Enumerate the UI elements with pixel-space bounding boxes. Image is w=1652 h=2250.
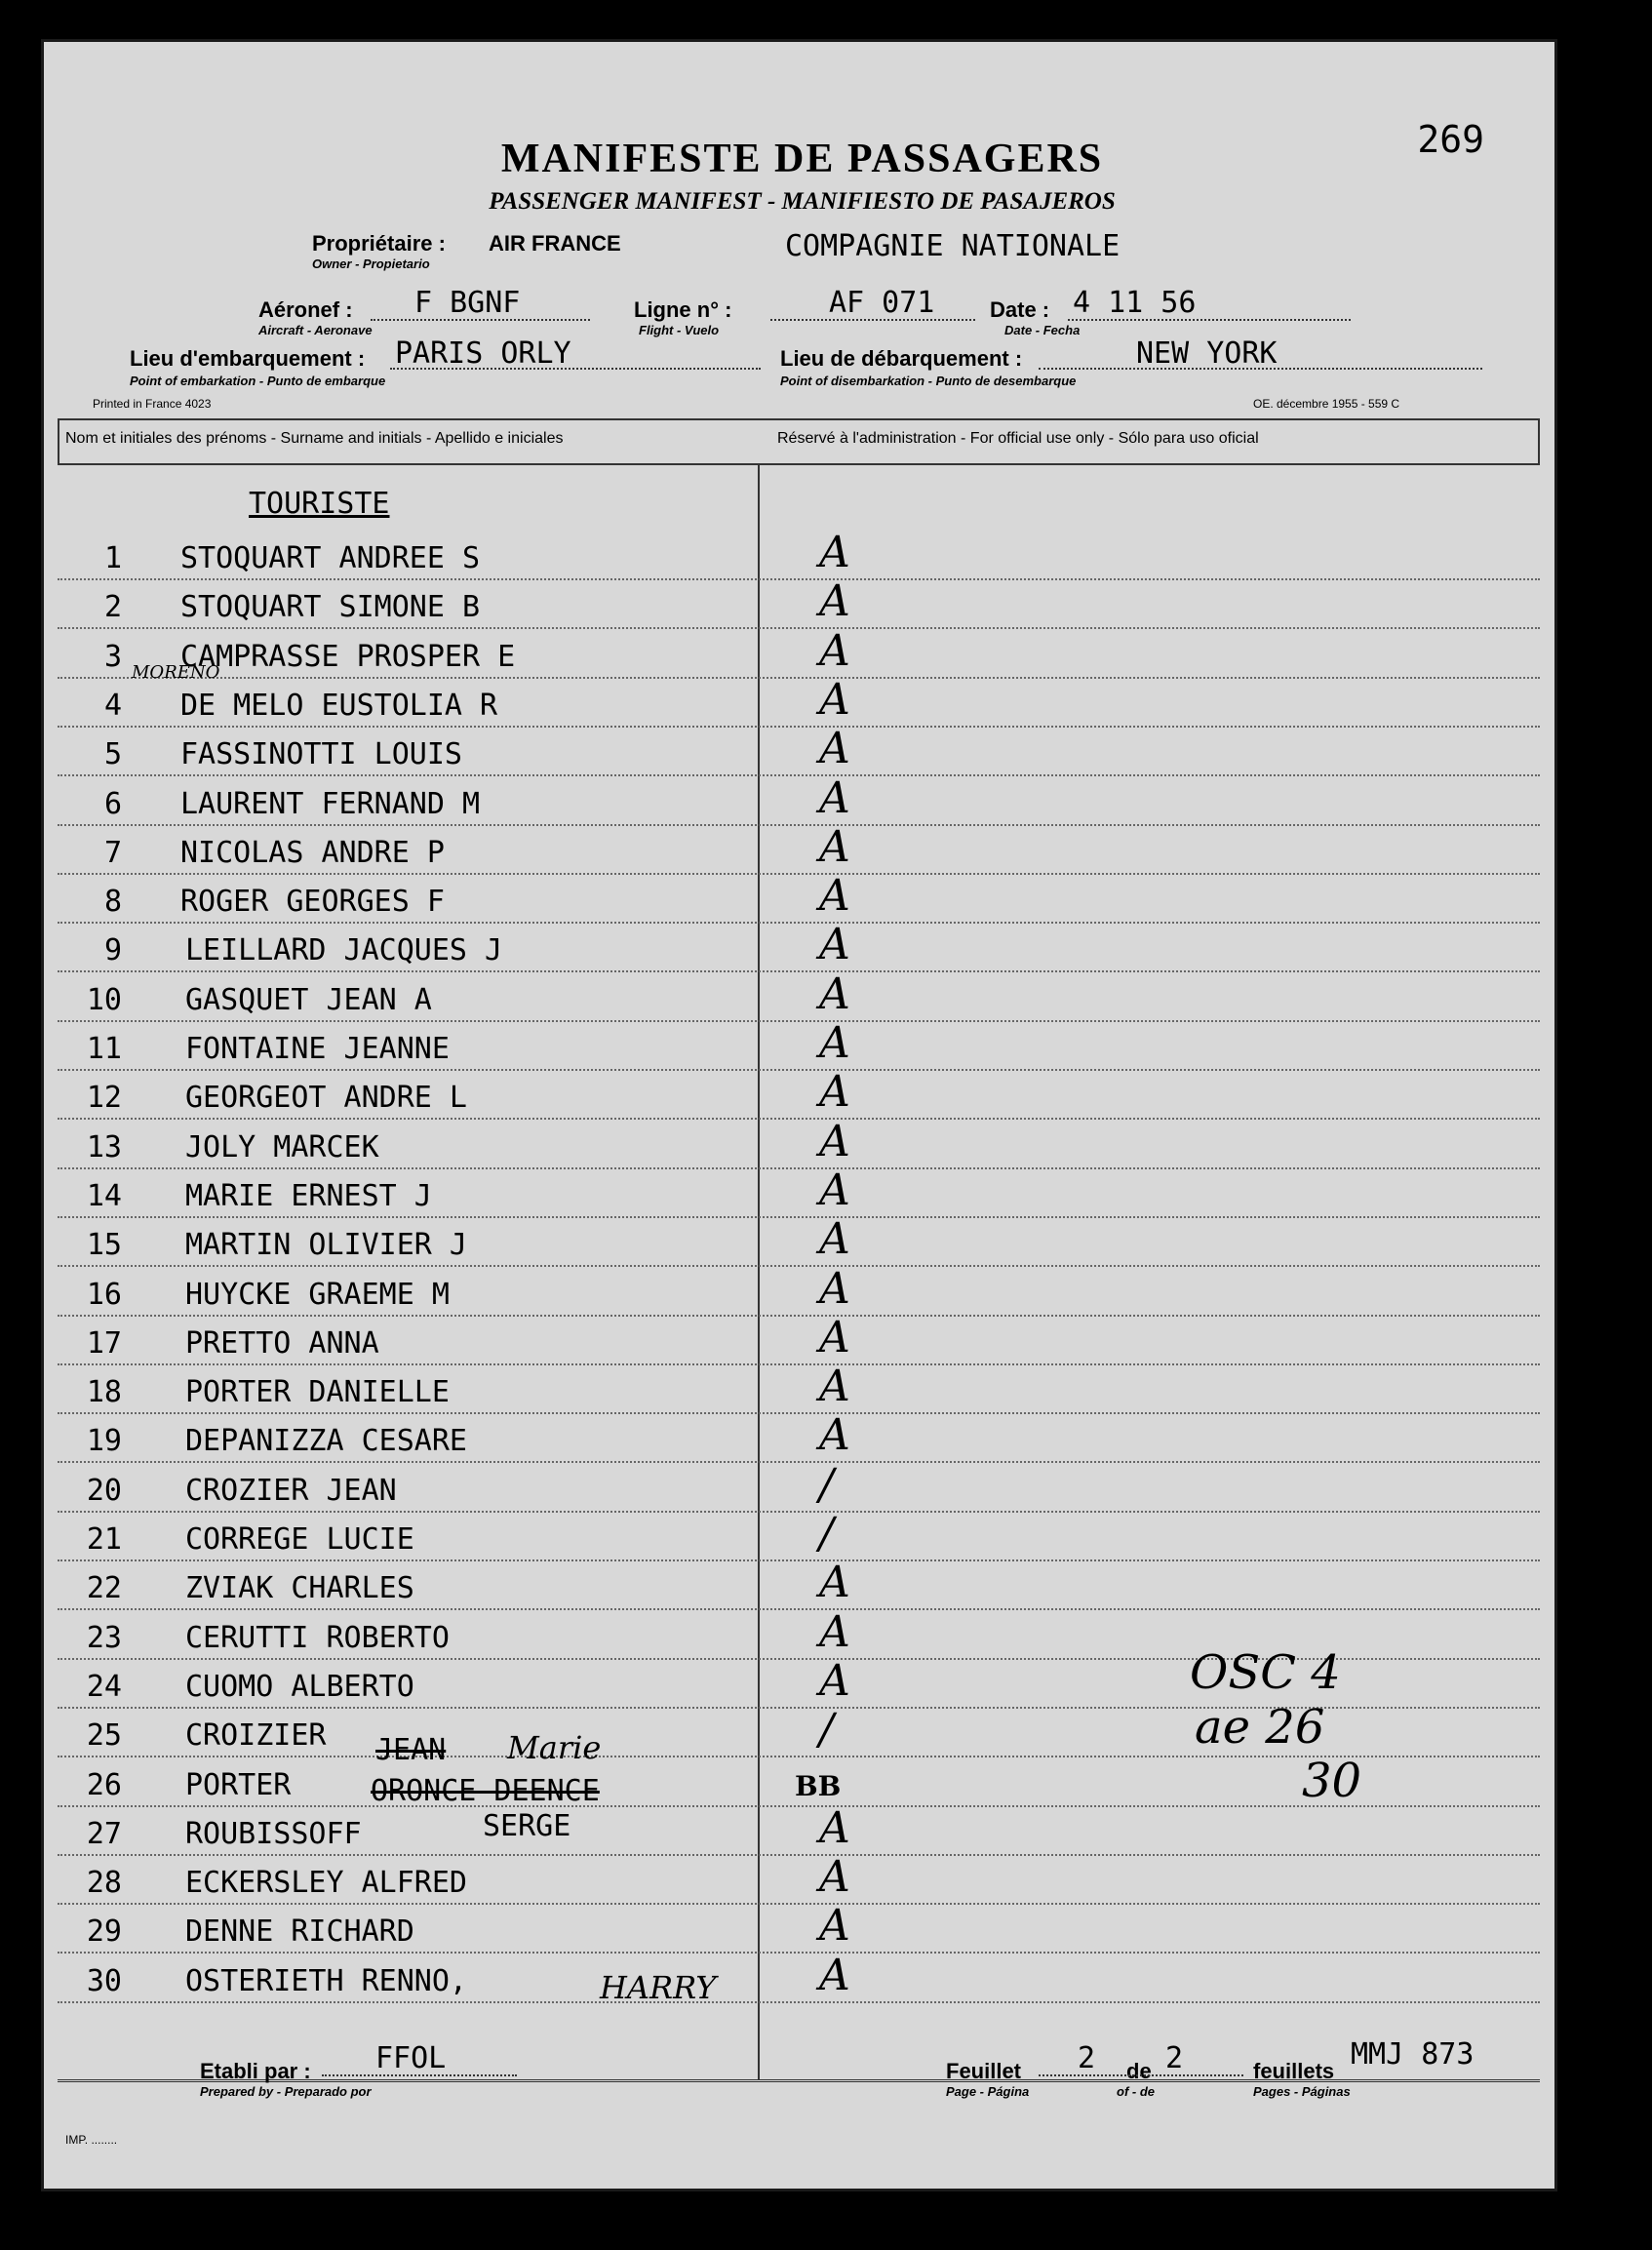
passenger-name: DE MELO EUSTOLIA R xyxy=(180,689,498,723)
printed-in: Printed in France 4023 xyxy=(93,397,212,411)
row-rule xyxy=(58,726,1540,728)
flight-value: AF 071 xyxy=(829,286,935,320)
row-rule xyxy=(58,1903,1540,1905)
passenger-number: 14 xyxy=(86,1179,122,1213)
passenger-number: 19 xyxy=(86,1424,122,1458)
col-admin-header: Réservé à l'administration - For official use only - Sólo para uso oficial xyxy=(777,430,1259,447)
row-rule xyxy=(58,1461,1540,1463)
row-rule xyxy=(58,1511,1540,1513)
passenger-name: CAMPRASSE PROSPER E xyxy=(180,640,516,674)
row-rule xyxy=(58,1167,1540,1169)
passenger-number: 23 xyxy=(86,1621,122,1655)
sheet-label2: feuillets xyxy=(1253,2059,1335,2083)
admin-mark: A xyxy=(819,1264,850,1314)
row-rule xyxy=(58,1559,1540,1561)
passenger-number: 1 xyxy=(103,541,122,575)
passenger-number: 17 xyxy=(86,1326,122,1361)
passenger-name: ROGER GEORGES F xyxy=(180,885,445,919)
row-rule xyxy=(58,1216,1540,1218)
row-rule xyxy=(58,922,1540,924)
sheet-sub2: Pages - Páginas xyxy=(1253,2084,1351,2099)
section-title: TOURISTE xyxy=(249,487,390,521)
passenger-number: 10 xyxy=(86,983,122,1017)
passenger-number: 15 xyxy=(86,1228,122,1262)
owner-printed: AIR FRANCE xyxy=(489,231,621,256)
admin-mark: A xyxy=(819,576,850,626)
passenger-number: 20 xyxy=(86,1474,122,1508)
admin-mark: A xyxy=(819,822,850,872)
sheet-underline xyxy=(1039,2074,1243,2076)
passenger-number: 25 xyxy=(86,1718,122,1753)
sheet-label: Feuillet xyxy=(946,2059,1022,2083)
row27-extra: SERGE xyxy=(483,1809,571,1843)
admin-mark: A xyxy=(819,1410,850,1460)
admin-mark: A xyxy=(819,1558,850,1607)
admin-mark: A xyxy=(819,724,850,773)
aircraft-sub: Aircraft - Aeronave xyxy=(258,323,373,337)
passenger-number: 21 xyxy=(86,1522,122,1557)
row-rule xyxy=(58,970,1540,972)
passenger-name: ROUBISSOFF xyxy=(185,1817,362,1851)
passenger-number: 8 xyxy=(103,885,122,919)
admin-mark: A xyxy=(819,1901,850,1951)
row-rule xyxy=(58,774,1540,776)
row-rule xyxy=(58,1363,1540,1365)
admin-mark: A xyxy=(819,1018,850,1068)
admin-mark: / xyxy=(819,1705,834,1755)
row-rule xyxy=(58,1069,1540,1071)
prepared-label: Etabli par : xyxy=(200,2059,311,2083)
passenger-number: 29 xyxy=(86,1914,122,1949)
passenger-name: GASQUET JEAN A xyxy=(185,983,432,1017)
passenger-name: STOQUART ANDREE S xyxy=(180,541,481,575)
passenger-name: ECKERSLEY ALFRED xyxy=(185,1866,467,1900)
row-rule xyxy=(58,1265,1540,1267)
sheet-sub: Page - Página xyxy=(946,2084,1030,2099)
row-rule xyxy=(58,1952,1540,1954)
passenger-name: LAURENT FERNAND M xyxy=(180,787,481,821)
aircraft-label: Aéronef : xyxy=(258,297,353,322)
column-divider xyxy=(758,465,760,2079)
row26-struck: ORONCE DEENCE xyxy=(371,1774,600,1808)
sheet-current: 2 xyxy=(1078,2041,1096,2075)
flight-sub: Flight - Vuelo xyxy=(639,323,720,337)
passenger-name: STOQUART SIMONE B xyxy=(180,590,481,624)
row-rule xyxy=(58,1854,1540,1856)
row-rule xyxy=(58,824,1540,826)
passenger-number: 11 xyxy=(86,1032,122,1066)
owner-sub: Owner - Propietario xyxy=(312,257,430,271)
passenger-number: 22 xyxy=(86,1571,122,1605)
reference-code: MMJ 873 xyxy=(1351,2037,1475,2072)
embark-underline xyxy=(390,368,761,370)
admin-mark: A xyxy=(819,1214,850,1264)
aircraft-underline xyxy=(371,319,590,321)
passenger-number: 30 xyxy=(86,1964,122,1998)
passenger-number: 16 xyxy=(86,1278,122,1312)
passenger-name: MARTIN OLIVIER J xyxy=(185,1228,467,1262)
admin-mark: A xyxy=(819,528,850,577)
row25-struck: JEAN xyxy=(375,1733,447,1767)
manifest-page xyxy=(41,39,1557,2191)
disembark-value: NEW YORK xyxy=(1136,336,1278,371)
passenger-number: 7 xyxy=(103,836,122,870)
passenger-number: 13 xyxy=(86,1130,122,1164)
date-sub: Date - Fecha xyxy=(1004,323,1081,337)
admin-mark: A xyxy=(819,626,850,676)
admin-mark: A xyxy=(819,1607,850,1657)
row-rule xyxy=(58,677,1540,679)
passenger-number: 12 xyxy=(86,1081,122,1115)
aircraft-value: F BGNF xyxy=(414,286,521,320)
admin-mark: A xyxy=(819,1951,850,2000)
date-underline xyxy=(1068,319,1351,321)
admin-mark: A xyxy=(819,871,850,921)
admin-mark: / xyxy=(819,1460,834,1510)
passenger-name: JOLY MARCEK xyxy=(185,1130,379,1164)
admin-mark: BB xyxy=(795,1770,842,1802)
passenger-name: CORREGE LUCIE xyxy=(185,1522,414,1557)
admin-mark: A xyxy=(819,969,850,1019)
passenger-name: FASSINOTTI LOUIS xyxy=(180,737,462,771)
flight-label: Ligne n° : xyxy=(634,297,732,322)
admin-mark: A xyxy=(819,675,850,725)
passenger-name: ZVIAK CHARLES xyxy=(185,1571,414,1605)
row-rule xyxy=(58,1412,1540,1414)
passenger-number: 5 xyxy=(103,737,122,771)
passenger-name: CERUTTI ROBERTO xyxy=(185,1621,450,1655)
page-number: 269 xyxy=(1417,118,1484,161)
admin-mark: A xyxy=(819,1117,850,1166)
passenger-name: LEILLARD JACQUES J xyxy=(185,933,503,967)
form-code: OE. décembre 1955 - 559 C xyxy=(1253,397,1400,411)
passenger-name: DEPANIZZA CESARE xyxy=(185,1424,467,1458)
col-name-header: Nom et initiales des prénoms - Surname and initials - Apellido e iniciales xyxy=(65,430,564,447)
embark-value: PARIS ORLY xyxy=(395,336,571,371)
margin-note-3: 30 xyxy=(1302,1754,1362,1808)
embark-sub: Point of embarkation - Punto de embarque xyxy=(130,374,386,388)
passenger-name: FONTAINE JEANNE xyxy=(185,1032,450,1066)
admin-mark: A xyxy=(819,1852,850,1902)
passenger-number: 2 xyxy=(103,590,122,624)
admin-mark: A xyxy=(819,1067,850,1117)
passenger-name: CUOMO ALBERTO xyxy=(185,1670,414,1704)
row-rule xyxy=(58,1315,1540,1317)
passenger-number: 26 xyxy=(86,1768,122,1802)
row-rule xyxy=(58,873,1540,875)
admin-mark: A xyxy=(819,920,850,969)
passenger-number: 18 xyxy=(86,1375,122,1409)
row-rule xyxy=(58,627,1540,629)
passenger-name: MARIE ERNEST J xyxy=(185,1179,432,1213)
passenger-name: NICOLAS ANDRE P xyxy=(180,836,445,870)
row-rule xyxy=(58,1118,1540,1120)
passenger-name: PORTER DANIELLE xyxy=(185,1375,450,1409)
passenger-name: GEORGEOT ANDRE L xyxy=(185,1081,467,1115)
row25-handwritten: Marie xyxy=(507,1729,602,1766)
passenger-number: 24 xyxy=(86,1670,122,1704)
embark-label: Lieu d'embarquement : xyxy=(130,346,366,371)
passenger-name: CROZIER JEAN xyxy=(185,1474,397,1508)
flight-underline xyxy=(770,319,975,321)
passenger-number: 4 xyxy=(103,689,122,723)
passenger-number: 6 xyxy=(103,787,122,821)
margin-note-1: OSC 4 xyxy=(1190,1645,1341,1700)
passenger-name: PORTER xyxy=(185,1768,292,1802)
admin-mark: A xyxy=(819,1313,850,1362)
form-title: MANIFESTE DE PASSAGERS xyxy=(500,137,1104,181)
admin-mark: A xyxy=(819,1803,850,1853)
passenger-number: 9 xyxy=(103,933,122,967)
row-rule xyxy=(58,1608,1540,1610)
row4-annotation: MORENO xyxy=(132,662,220,683)
owner-label: Propriétaire : xyxy=(312,231,446,256)
margin-note-2: ae 26 xyxy=(1195,1700,1325,1755)
row-rule xyxy=(58,2001,1540,2003)
sheet-of-label: de xyxy=(1126,2059,1152,2083)
passenger-name: CROIZIER xyxy=(185,1718,327,1753)
passenger-name: DENNE RICHARD xyxy=(185,1914,414,1949)
passenger-name: PRETTO ANNA xyxy=(185,1326,379,1361)
row30-handwritten: HARRY xyxy=(600,1969,717,2006)
admin-mark: A xyxy=(819,1165,850,1215)
admin-mark: A xyxy=(819,1656,850,1706)
sheet-of-sub: of - de xyxy=(1117,2084,1155,2099)
passenger-name: HUYCKE GRAEME M xyxy=(185,1278,450,1312)
admin-mark: A xyxy=(819,1362,850,1411)
sheet-total: 2 xyxy=(1165,2041,1184,2075)
passenger-number: 28 xyxy=(86,1866,122,1900)
passenger-name: OSTERIETH RENNO, xyxy=(185,1964,467,1998)
passenger-number: 3 xyxy=(103,640,122,674)
date-label: Date : xyxy=(990,297,1050,322)
imprint: IMP. ........ xyxy=(65,2133,118,2147)
admin-mark: / xyxy=(819,1509,834,1559)
disembark-underline xyxy=(1039,368,1482,370)
prepared-underline xyxy=(322,2074,517,2076)
disembark-label: Lieu de débarquement : xyxy=(780,346,1023,371)
disembark-sub: Point of disembarkation - Punto de desembarque xyxy=(780,374,1077,388)
passenger-number: 27 xyxy=(86,1817,122,1851)
prepared-value: FFOL xyxy=(375,2041,447,2075)
owner-value: COMPAGNIE NATIONALE xyxy=(785,229,1121,263)
date-value: 4 11 56 xyxy=(1073,286,1197,320)
row-rule xyxy=(58,578,1540,580)
row-rule xyxy=(58,1020,1540,1022)
form-subtitle: PASSENGER MANIFEST - MANIFIESTO DE PASAJEROS xyxy=(489,188,1116,215)
prepared-sub: Prepared by - Preparado por xyxy=(200,2084,372,2099)
admin-mark: A xyxy=(819,773,850,823)
